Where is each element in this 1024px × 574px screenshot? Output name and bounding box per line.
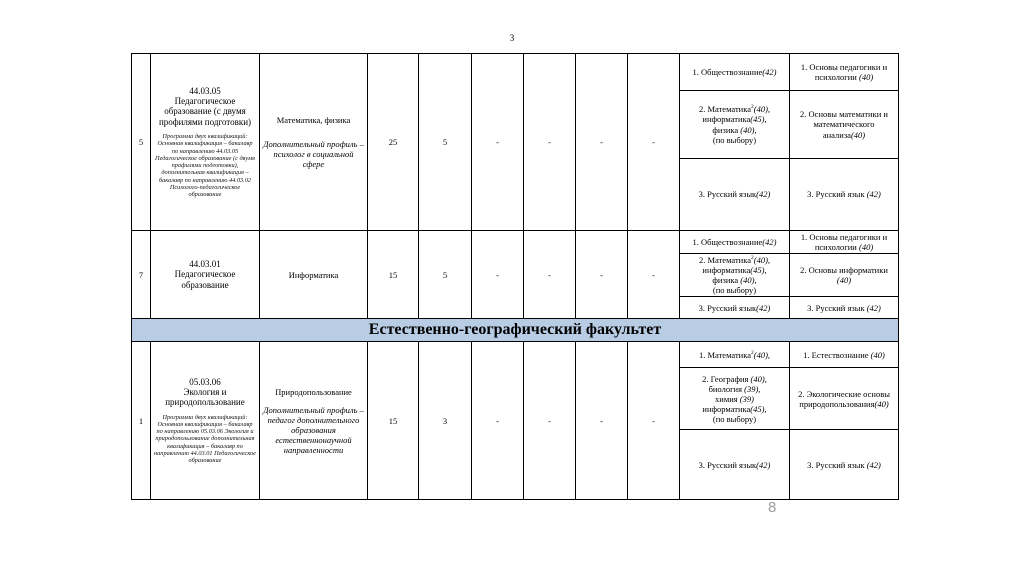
dash-cell: -: [576, 342, 628, 500]
direction-code: 44.03.05: [189, 85, 221, 96]
count-cell: 15: [368, 231, 419, 319]
exam-cell: 3. Русский язык(42): [680, 159, 790, 231]
exam-alt-cell: 3. Русский язык (42): [790, 297, 899, 319]
section-header-row: [132, 319, 899, 342]
exam-alt-cell: 2. Основы информатики (40): [790, 254, 899, 297]
direction-code: 44.03.01: [189, 259, 221, 270]
dash-cell: -: [472, 231, 524, 319]
exam-cell: 2. География (40), биология (39), химия (39) информатика(45), (по выбору): [680, 368, 790, 430]
dash-cell: -: [472, 342, 524, 500]
exam-cell: 1. Обществознание(42): [680, 54, 790, 91]
dash-cell: -: [576, 231, 628, 319]
direction-cell: [151, 342, 260, 500]
profile-name: Математика, физика: [276, 114, 351, 125]
direction-title: Педагогическое образование: [174, 269, 236, 290]
direction-code: 05.03.06: [189, 376, 221, 387]
direction-cell: [151, 231, 260, 319]
exam-cell: 2. Математика$^2$(40), информатика(45), физика (40), (по выбору): [680, 91, 790, 159]
profile-name: Природопользование: [275, 386, 352, 397]
count-cell: 25: [368, 54, 419, 231]
count-cell: 15: [368, 342, 419, 500]
exam-alt-cell: 3. Русский язык (42): [790, 430, 899, 500]
row-number: 5: [132, 54, 151, 231]
row-number: 1: [132, 342, 151, 500]
count-cell: 3: [419, 342, 472, 500]
page-number: 3: [509, 33, 515, 43]
additional-profile: Дополнительный профиль – педагог дополнительного образования естественнонаучной направленности: [263, 404, 364, 455]
table-row: [132, 54, 899, 91]
table-row: [132, 231, 899, 254]
profile-name: Информатика: [288, 269, 339, 280]
exam-cell: 1. Обществознание(42): [680, 231, 790, 254]
slide-number: 8: [768, 499, 777, 516]
exam-alt-cell: 1. Основы педагогики и психологии (40): [790, 231, 899, 254]
program-description: Программа двух квалификаций: Основная квалификация – бакалавр по направлению 05.03.06 Экология и природопользование дополнительная квалификация – бакалавр по направлению 44.03.01 Педагогическое образование: [154, 413, 256, 465]
exam-alt-cell: 1. Естествознание (40): [790, 342, 899, 368]
dash-cell: -: [628, 54, 680, 231]
dash-cell: -: [628, 342, 680, 500]
dash-cell: -: [524, 342, 576, 500]
dash-cell: -: [628, 231, 680, 319]
section-title: Естественно-географический факультет: [132, 319, 899, 342]
exam-cell: 2. Математика$^2$(40), информатика(45), физика (40), (по выбору): [680, 254, 790, 297]
exam-alt-cell: 1. Основы педагогики и психологии (40): [790, 54, 899, 91]
dash-cell: -: [472, 54, 524, 231]
exam-alt-cell: 2. Основы математики и математического анализа(40): [790, 91, 899, 159]
count-cell: 5: [419, 231, 472, 319]
program-description: Программа двух квалификаций: Основная квалификация – бакалавр по направлению 44.03.05 Педагогическое образование (с двумя профилями подготовки), дополнительная квалификация – бакалавр по направлению 44.03.02 Психолого-педагогическое образование: [155, 133, 255, 198]
count-cell: 5: [419, 54, 472, 231]
table-row: [132, 342, 899, 368]
exam-cell: 3. Русский язык(42): [680, 297, 790, 319]
profile-cell: [260, 231, 368, 319]
profile-cell: [260, 342, 368, 500]
direction-cell: [151, 54, 260, 231]
exam-alt-cell: 2. Экологические основы природопользования(40): [790, 368, 899, 430]
exam-cell: 1. Математика$^2$(40),: [680, 342, 790, 368]
admission-table: [131, 53, 899, 500]
exam-cell: 3. Русский язык(42): [680, 430, 790, 500]
dash-cell: -: [524, 231, 576, 319]
dash-cell: -: [524, 54, 576, 231]
dash-cell: -: [576, 54, 628, 231]
additional-profile: Дополнительный профиль – психолог в социальной сфере: [263, 138, 364, 170]
row-number: 7: [132, 231, 151, 319]
direction-title: Экология и природопользование: [165, 387, 245, 408]
exam-alt-cell: 3. Русский язык (42): [790, 159, 899, 231]
direction-title: Педагогическое образование (с двумя профилями подготовки): [158, 96, 252, 127]
profile-cell: [260, 54, 368, 231]
